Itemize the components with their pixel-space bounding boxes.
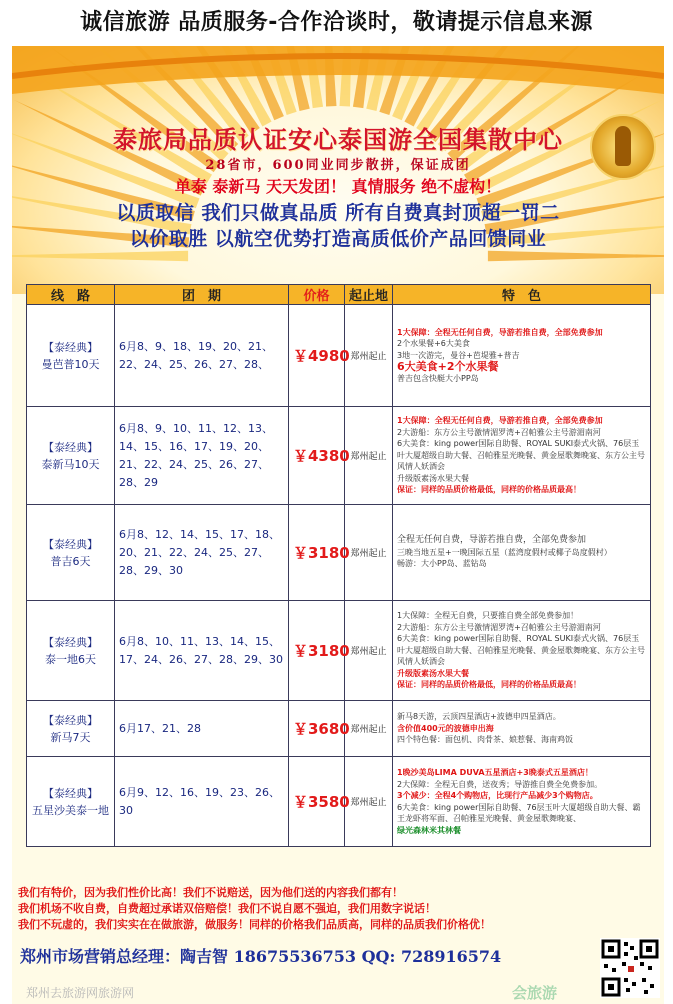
feature-line: 3个减少：全程4个购物店，比现行产品减少3个购物店。 (397, 791, 598, 800)
qr-code-icon (600, 938, 660, 998)
feature-line: 升级版素汤水果大餐 (397, 668, 469, 678)
features-cell (393, 757, 651, 847)
slogan-quality: 以质取信 我们只做真品质 所有自费真封顶超一罚二 (116, 202, 560, 224)
route-name: 泰一地6天 (45, 652, 96, 666)
feature-line: 绿光森林米其林餐 (397, 825, 461, 835)
route-cell (27, 757, 115, 847)
price-cell: ￥3680 (289, 701, 345, 757)
contact-info: 郑州市场营销总经理：陶吉智 18675536753 QQ: 728916574 (20, 947, 502, 966)
departure-cell: 郑州起止 (345, 757, 393, 847)
price-cell: ￥4380 (289, 407, 345, 505)
slogan-price: 以价取胜 以航空优势打造高质低价产品回馈同业 (129, 228, 547, 250)
features-cell (393, 305, 651, 407)
feature-line: 1大保障：全程无任何自费，导游若推自费，全部免费参加 (397, 416, 603, 426)
feature-line: 1晚沙美岛LIMA DUVA五星酒店+3晚泰式五星酒店！ (397, 768, 593, 777)
feature-line: 全程无任何自费，导游若推自费，全部免费参加 (397, 535, 587, 546)
header-departure: 起止地 (345, 285, 393, 305)
features-cell (393, 601, 651, 701)
feature-line: 含价值400元的波德申出海 (397, 723, 494, 733)
table-row (27, 757, 651, 847)
route-series: 【泰经典】 (43, 786, 98, 800)
feature-line: 普吉包含快艇大小PP岛 (397, 373, 479, 383)
route-cell (27, 505, 115, 601)
feature-line: 四个特色餐：面包机、肉骨茶、娘惹餐、海南鸡饭 (397, 735, 573, 745)
route-name: 普吉6天 (50, 554, 91, 568)
route-name: 曼芭普10天 (41, 357, 100, 371)
feature-line: 2大游船：东方公主号激情湄罗湾+召帕雅公主号游湄南河 (397, 427, 601, 437)
travel-poster (12, 46, 664, 1004)
feature-line: 3地一次游完，曼谷+芭堤雅+普吉 (397, 350, 520, 360)
feature-line: 6大美食：king power国际自助餐、ROYAL SUKI泰式火锅、76层玉叶大厦超级自助大餐、召帕雅星光晚餐、黄金屋歌舞晚宴、东方公主号风情人妖酒会 (397, 634, 645, 667)
departure-cell: 郑州起止 (345, 407, 393, 505)
footer-promise-3: 我们不玩虚的，我们实实在在做旅游，做服务！同样的价格我们品质高，同样的品质我们价格优！ (18, 918, 491, 931)
feature-line: 6大美食：king power国际自助餐、ROYAL SUKI泰式火锅、76层玉叶大厦超级自助大餐、召帕雅星光晚餐、黄金屋歌舞晚宴、东方公主号风情人妖酒会 (397, 439, 645, 472)
header-features: 特 色 (393, 285, 651, 305)
header-route: 线 路 (27, 285, 115, 305)
footer-promise-1: 我们有特价，因为我们性价比高！我们不说赔送，因为他们送的内容我们都有！ (18, 886, 403, 899)
table-row (27, 305, 651, 407)
feature-line: 新马8天游，云顶四星酒店+波德申四星酒店。 (397, 712, 561, 722)
dates-cell: 6月8、10、11、13、14、15、17、24、26、27、28、29、30 (115, 601, 289, 701)
top-banner (0, 0, 673, 46)
route-series: 【泰经典】 (43, 635, 98, 649)
departure-cell: 郑州起止 (345, 601, 393, 701)
header-banner (12, 46, 664, 294)
feature-line: 升级版素汤水果大餐 (397, 473, 469, 483)
price-cell: ￥4980 (289, 305, 345, 407)
departure-cell: 郑州起止 (345, 701, 393, 757)
dates-cell: 6月8、12、14、15、17、18、20、21、22、24、25、27、28、29、30 (115, 505, 289, 601)
route-series: 【泰经典】 (43, 713, 98, 727)
dates-cell: 6月8、9、10、11、12、13、14、15、16、17、19、20、21、22、24、25、26、27、28、29 (115, 407, 289, 505)
feature-line: 1大保障：全程无任何自费，导游若推自费，全部免费参加 (397, 327, 603, 337)
route-name: 泰新马10天 (41, 457, 100, 471)
dates-cell: 6月9、12、16、19、23、26、30 (115, 757, 289, 847)
header-price: 价格 (289, 285, 345, 305)
header-dates: 团 期 (115, 285, 289, 305)
feature-line: 2大保障：全程无自费，送夜秀；导游推自费全免费参加。 (397, 779, 603, 789)
main-title: 泰旅局品质认证安心泰国游全国集散中心 (113, 125, 563, 154)
watermark-right: 会旅游 (512, 984, 558, 1002)
feature-line: 2个水果餐+6大美食 (397, 339, 470, 349)
table-row (27, 601, 651, 701)
subtitle-daily-departures: 单泰 泰新马 天天发团！ 真情服务 绝不虚构！ (174, 177, 502, 196)
feature-line: 6大美食+2个水果餐 (397, 360, 499, 374)
table-row (27, 701, 651, 757)
price-cell: ￥3180 (289, 505, 345, 601)
route-cell (27, 601, 115, 701)
arch-ray (12, 251, 188, 261)
top-banner-text: 诚信旅游 品质服务-合作洽谈时，敬请提示信息来源 (80, 10, 593, 35)
route-name: 新马7天 (50, 730, 91, 744)
route-price-table (26, 284, 651, 847)
arch-ray (488, 251, 664, 261)
route-cell (27, 305, 115, 407)
feature-line: 三晚当地五星+一晚国际五星（蓝湾度假村或椰子岛度假村） (397, 547, 612, 557)
table-row (27, 505, 651, 601)
dates-cell: 6月8、9、18、19、20、21、22、24、25、26、27、28、 (115, 305, 289, 407)
route-cell (27, 701, 115, 757)
table-row (27, 407, 651, 505)
route-series: 【泰经典】 (43, 537, 98, 551)
route-series: 【泰经典】 (43, 440, 98, 454)
subtitle-group-tours: 28省市，600同业同步散拼，保证成团 (205, 158, 471, 173)
feature-line: 2大游船：东方公主号激情湄罗湾+召帕雅公主号游湄南河 (397, 622, 601, 632)
route-name: 五星沙美泰一地 (32, 803, 109, 817)
route-cell (27, 407, 115, 505)
watermark-left: 郑州去旅游网旅游网 (26, 986, 135, 1000)
feature-line: 1大保障：全程无自费，只要推自费全部免费参加！ (397, 611, 579, 621)
feature-line: 6大美食：king power国际自助餐、76层玉叶大厦超级自助大餐、霸王龙虾将军面、召帕雅星光晚餐、黄金屋歌舞晚宴、 (397, 802, 641, 823)
feature-line: 保证：同样的品质价格最低，同样的价格品质最高！ (397, 680, 581, 690)
price-cell: ￥3180 (289, 601, 345, 701)
departure-cell: 郑州起止 (345, 305, 393, 407)
features-cell (393, 701, 651, 757)
price-cell: ￥3580 (289, 757, 345, 847)
departure-cell: 郑州起止 (345, 505, 393, 601)
features-cell (393, 505, 651, 601)
feature-line: 保证：同样的品质价格最低，同样的价格品质最高！ (397, 485, 581, 495)
feature-line: 畅游：大小PP岛、蓝钻岛 (397, 559, 487, 569)
route-series: 【泰经典】 (43, 340, 98, 354)
table-header-row (27, 285, 651, 305)
dates-cell: 6月17、21、28 (115, 701, 289, 757)
features-cell (393, 407, 651, 505)
footer-promise-2: 我们机场不收自费，自费超过承诺双倍赔偿！我们不说自愿不强迫，我们用数字说话！ (18, 902, 436, 915)
